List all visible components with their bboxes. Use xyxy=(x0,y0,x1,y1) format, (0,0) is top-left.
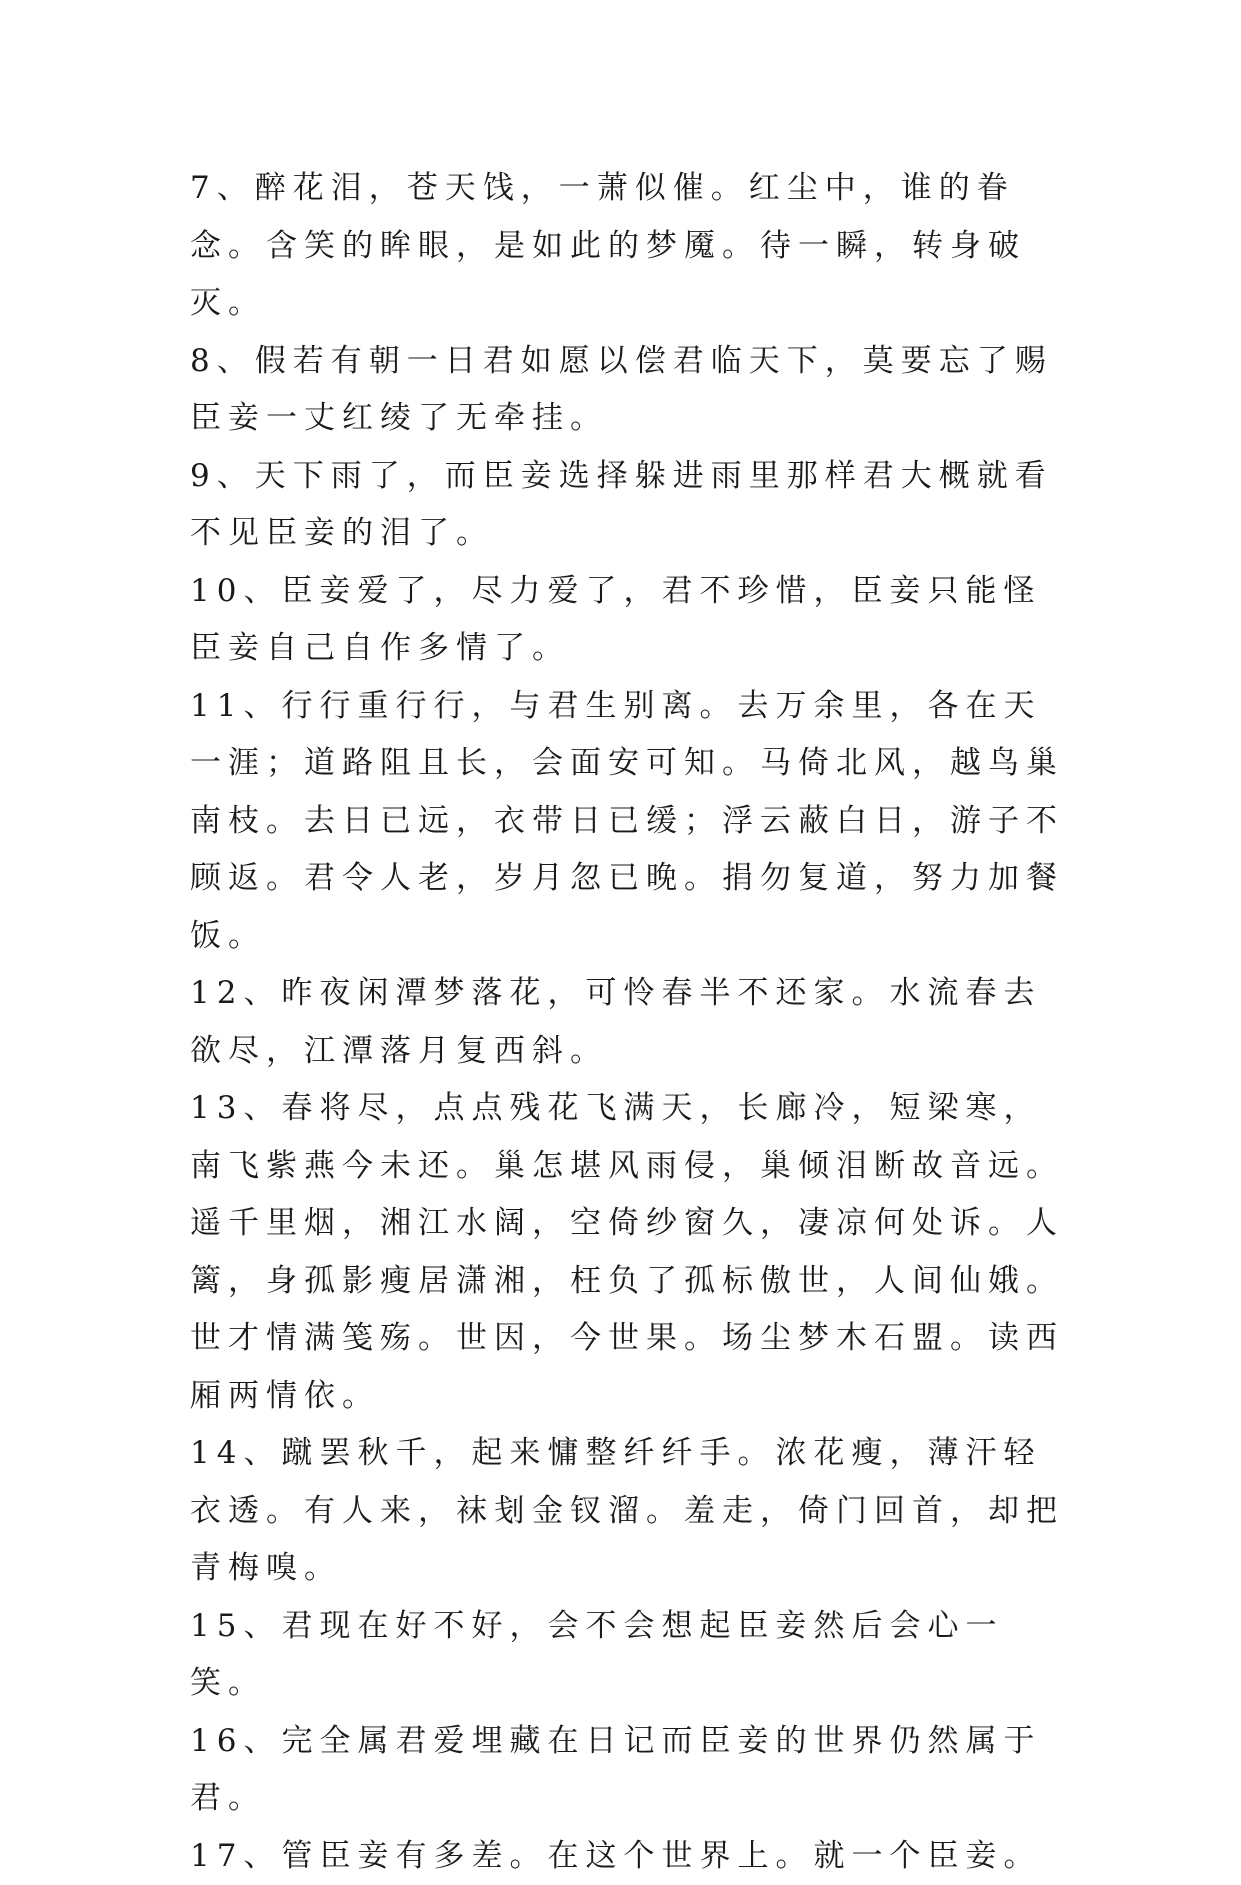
document-body xyxy=(190,160,1070,1885)
list-item: 13、春将尽，点点残花飞满天，长廊冷，短梁寒，南飞紫燕今未还。巢怎堪风雨侵，巢倾泪断故音远。遥千里烟，湘江水阔，空倚纱窗久，凄凉何处诉。人篱，身孤影瘦居潇湘，枉负了孤标傲世，人间仙娥。世才情满笺殇。世因，今世果。场尘梦木石盟。读西厢两情依。 xyxy=(190,1080,1070,1425)
list-item: 7、醉花泪，苍天饯，一萧似催。红尘中，谁的眷念。含笑的眸眼，是如此的梦魇。待一瞬，转身破灭。 xyxy=(190,160,1070,333)
list-item: 11、行行重行行，与君生别离。去万余里，各在天一涯；道路阻且长，会面安可知。马倚北风，越鸟巢南枝。去日已远，衣带日已缓；浮云蔽白日，游子不顾返。君令人老，岁月忽已晚。捐勿复道，努力加餐饭。 xyxy=(190,678,1070,966)
list-item: 12、昨夜闲潭梦落花，可怜春半不还家。水流春去欲尽，江潭落月复西斜。 xyxy=(190,965,1070,1080)
list-item: 15、君现在好不好，会不会想起臣妾然后会心一笑。 xyxy=(190,1598,1070,1713)
list-item: 14、蹴罢秋千，起来慵整纤纤手。浓花瘦，薄汗轻衣透。有人来，袜刬金钗溜。羞走，倚门回首，却把青梅嗅。 xyxy=(190,1425,1070,1598)
list-item: 17、管臣妾有多差。在这个世界上。就一个臣妾。 xyxy=(190,1828,1070,1885)
list-item: 8、假若有朝一日君如愿以偿君临天下，莫要忘了赐臣妾一丈红绫了无牵挂。 xyxy=(190,333,1070,448)
list-item: 9、天下雨了，而臣妾选择躲进雨里那样君大概就看不见臣妾的泪了。 xyxy=(190,448,1070,563)
list-item: 10、臣妾爱了，尽力爱了，君不珍惜，臣妾只能怪臣妾自己自作多情了。 xyxy=(190,563,1070,678)
list-item: 16、完全属君爱埋藏在日记而臣妾的世界仍然属于君。 xyxy=(190,1713,1070,1828)
